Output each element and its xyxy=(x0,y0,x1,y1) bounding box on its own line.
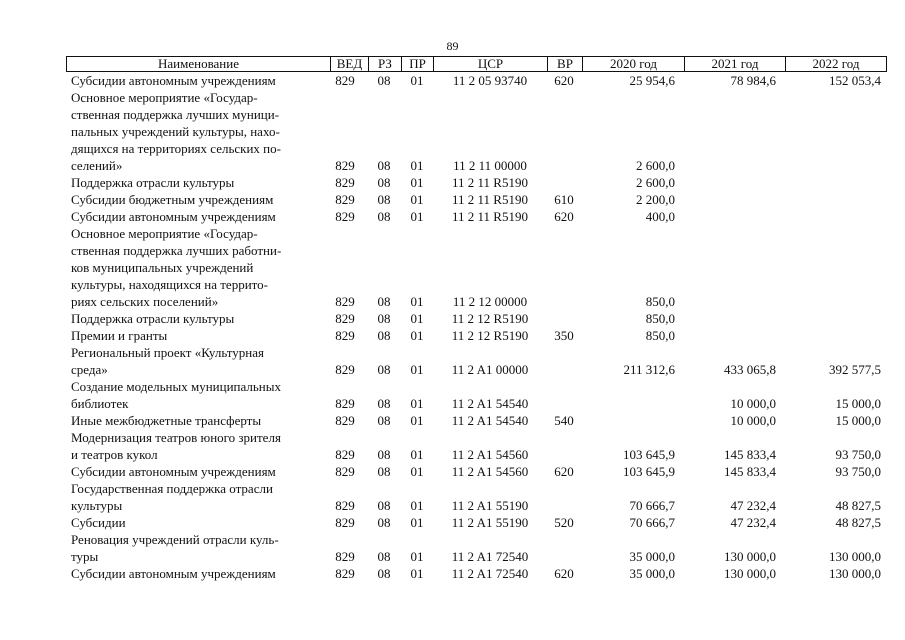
cell-y2021: 47 232,4 xyxy=(730,515,776,530)
row-name xyxy=(71,412,321,429)
row-name xyxy=(71,225,321,310)
cell-vr: 520 xyxy=(554,515,574,530)
cell-pr: 01 xyxy=(410,294,424,309)
row-name xyxy=(71,531,321,565)
cell-pr: 01 xyxy=(410,396,424,411)
cell-ved: 829 xyxy=(335,311,355,326)
row-name xyxy=(71,208,321,225)
row-name-line: ственная поддержка лучших муници- xyxy=(71,107,280,122)
cell-rz: 08 xyxy=(377,413,391,428)
cell-pr: 01 xyxy=(410,158,424,173)
header-vr: ВР xyxy=(547,57,582,71)
table-row xyxy=(0,72,905,89)
cell-csr: 11 2 11 R5190 xyxy=(452,175,528,190)
row-name-line: Субсидии xyxy=(71,515,126,530)
row-name xyxy=(71,174,321,191)
table-row xyxy=(0,378,905,412)
cell-y2021: 130 000,0 xyxy=(724,549,776,564)
cell-ved: 829 xyxy=(335,73,355,88)
cell-rz: 08 xyxy=(377,498,391,513)
cell-y2021: 78 984,6 xyxy=(730,73,776,88)
table-row xyxy=(0,514,905,531)
cell-rz: 08 xyxy=(377,464,391,479)
cell-rz: 08 xyxy=(377,73,391,88)
cell-y2020: 70 666,7 xyxy=(629,515,675,530)
cell-y2021: 47 232,4 xyxy=(730,498,776,513)
cell-y2020: 25 954,6 xyxy=(629,73,675,88)
cell-csr: 11 2 A1 54560 xyxy=(451,447,529,462)
cell-csr: 11 2 12 R5190 xyxy=(451,328,529,343)
cell-y2020: 211 312,6 xyxy=(623,362,675,377)
cell-vr: 620 xyxy=(554,464,574,479)
cell-ved: 829 xyxy=(335,158,355,173)
cell-pr: 01 xyxy=(410,498,424,513)
cell-y2022: 93 750,0 xyxy=(835,447,881,462)
cell-y2021: 10 000,0 xyxy=(730,396,776,411)
table-row xyxy=(0,344,905,378)
header-2022: 2022 год xyxy=(785,57,886,71)
cell-vr: 610 xyxy=(554,192,574,207)
cell-y2021: 433 065,8 xyxy=(724,362,776,377)
cell-rz: 08 xyxy=(377,549,391,564)
table-row xyxy=(0,191,905,208)
header-rz: РЗ xyxy=(368,57,401,71)
table-row xyxy=(0,208,905,225)
row-name-line: Поддержка отрасли культуры xyxy=(71,175,235,190)
cell-y2021: 145 833,4 xyxy=(724,447,776,462)
cell-pr: 01 xyxy=(410,175,424,190)
row-name-line: пальных учреждений культуры, нахо- xyxy=(71,124,280,139)
row-name xyxy=(71,463,321,480)
table-row xyxy=(0,174,905,191)
cell-rz: 08 xyxy=(377,362,391,377)
cell-pr: 01 xyxy=(410,73,424,88)
cell-rz: 08 xyxy=(377,158,391,173)
cell-y2022: 48 827,5 xyxy=(835,498,881,513)
row-name-line: и театров кукол xyxy=(71,447,158,462)
cell-csr: 11 2 12 00000 xyxy=(452,294,528,309)
cell-y2022: 93 750,0 xyxy=(835,464,881,479)
cell-rz: 08 xyxy=(377,447,391,462)
row-name xyxy=(71,72,321,89)
table-row xyxy=(0,565,905,582)
header-csr: ЦСР xyxy=(433,57,547,71)
cell-vr: 620 xyxy=(554,209,574,224)
cell-y2020: 35 000,0 xyxy=(629,566,675,581)
row-name-line: Создание модельных муниципальных xyxy=(71,379,281,394)
cell-y2020: 2 600,0 xyxy=(636,175,675,190)
cell-pr: 01 xyxy=(410,566,424,581)
cell-pr: 01 xyxy=(410,413,424,428)
cell-y2022: 152 053,4 xyxy=(829,73,881,88)
cell-y2022: 392 577,5 xyxy=(829,362,881,377)
cell-csr: 11 2 05 93740 xyxy=(452,73,528,88)
cell-csr: 11 2 A1 54560 xyxy=(451,464,529,479)
header-name: Наименование xyxy=(158,56,239,71)
cell-y2020: 850,0 xyxy=(645,311,675,326)
cell-y2021: 10 000,0 xyxy=(730,413,776,428)
cell-ved: 829 xyxy=(335,328,355,343)
table-row xyxy=(0,480,905,514)
cell-rz: 08 xyxy=(377,515,391,530)
row-name xyxy=(71,480,321,514)
cell-pr: 01 xyxy=(410,447,424,462)
cell-rz: 08 xyxy=(377,294,391,309)
row-name-line: Модернизация театров юного зрителя xyxy=(71,430,281,445)
cell-ved: 829 xyxy=(335,566,355,581)
cell-y2020: 103 645,9 xyxy=(623,447,675,462)
table-row xyxy=(0,429,905,463)
row-name-line: Субсидии автономным учреждениям xyxy=(71,566,276,581)
cell-y2020: 400,0 xyxy=(645,209,675,224)
row-name xyxy=(71,191,321,208)
cell-ved: 829 xyxy=(335,447,355,462)
cell-y2020: 850,0 xyxy=(645,328,675,343)
cell-ved: 829 xyxy=(335,498,355,513)
cell-csr: 11 2 A1 55190 xyxy=(451,515,529,530)
cell-pr: 01 xyxy=(410,192,424,207)
row-name-line: Основное мероприятие «Государ- xyxy=(71,226,258,241)
row-name xyxy=(71,344,321,378)
cell-vr: 350 xyxy=(554,328,574,343)
cell-y2020: 35 000,0 xyxy=(629,549,675,564)
cell-pr: 01 xyxy=(410,515,424,530)
cell-y2020: 70 666,7 xyxy=(629,498,675,513)
cell-csr: 11 2 A1 54540 xyxy=(451,396,529,411)
cell-pr: 01 xyxy=(410,549,424,564)
table-row xyxy=(0,531,905,565)
cell-rz: 08 xyxy=(377,311,391,326)
table-row xyxy=(0,327,905,344)
cell-y2021: 130 000,0 xyxy=(724,566,776,581)
cell-ved: 829 xyxy=(335,549,355,564)
cell-pr: 01 xyxy=(410,464,424,479)
cell-y2022: 130 000,0 xyxy=(829,549,881,564)
row-name xyxy=(71,327,321,344)
cell-vr: 620 xyxy=(554,566,574,581)
row-name-line: ков муниципальных учреждений xyxy=(71,260,254,275)
row-name-line: Региональный проект «Культурная xyxy=(71,345,264,360)
header-2021: 2021 год xyxy=(684,57,785,71)
table-row xyxy=(0,310,905,327)
cell-rz: 08 xyxy=(377,192,391,207)
row-name xyxy=(71,565,321,582)
cell-ved: 829 xyxy=(335,413,355,428)
cell-csr: 11 2 12 R5190 xyxy=(451,311,529,326)
header-pr: ПР xyxy=(401,57,433,71)
cell-rz: 08 xyxy=(377,566,391,581)
cell-pr: 01 xyxy=(410,311,424,326)
row-name-line: Реновация учреждений отрасли куль- xyxy=(71,532,279,547)
row-name-line: Субсидии автономным учреждениям xyxy=(71,464,276,479)
cell-csr: 11 2 A1 72540 xyxy=(451,566,529,581)
cell-pr: 01 xyxy=(410,328,424,343)
row-name-line: Поддержка отрасли культуры xyxy=(71,311,235,326)
row-name-line: культуры xyxy=(71,498,123,513)
row-name-line: среда» xyxy=(71,362,108,377)
cell-pr: 01 xyxy=(410,209,424,224)
table-body xyxy=(0,72,905,582)
cell-ved: 829 xyxy=(335,294,355,309)
cell-y2021: 145 833,4 xyxy=(724,464,776,479)
cell-ved: 829 xyxy=(335,192,355,207)
cell-y2022: 48 827,5 xyxy=(835,515,881,530)
cell-ved: 829 xyxy=(335,362,355,377)
cell-y2020: 103 645,9 xyxy=(623,464,675,479)
cell-y2022: 15 000,0 xyxy=(835,413,881,428)
cell-csr: 11 2 11 00000 xyxy=(453,158,527,173)
table-row xyxy=(0,463,905,480)
row-name-line: Премии и гранты xyxy=(71,328,168,343)
cell-y2020: 2 200,0 xyxy=(636,192,675,207)
row-name-line: дящихся на территориях сельских по- xyxy=(71,141,281,156)
row-name xyxy=(71,89,321,174)
cell-csr: 11 2 11 R5190 xyxy=(452,209,528,224)
table-header xyxy=(66,56,887,72)
row-name-line: Субсидии автономным учреждениям xyxy=(71,73,276,88)
cell-vr: 620 xyxy=(554,73,574,88)
row-name-line: Субсидии автономным учреждениям xyxy=(71,209,276,224)
cell-csr: 11 2 A1 00000 xyxy=(451,362,529,377)
cell-ved: 829 xyxy=(335,464,355,479)
cell-rz: 08 xyxy=(377,209,391,224)
row-name-line: Субсидии бюджетным учреждениям xyxy=(71,192,274,207)
cell-pr: 01 xyxy=(410,362,424,377)
page-number: 89 xyxy=(446,39,459,53)
cell-ved: 829 xyxy=(335,209,355,224)
cell-y2022: 15 000,0 xyxy=(835,396,881,411)
cell-rz: 08 xyxy=(377,396,391,411)
table-row xyxy=(0,89,905,174)
cell-y2020: 850,0 xyxy=(645,294,675,309)
row-name-line: культуры, находящихся на террито- xyxy=(71,277,268,292)
header-ved: ВЕД xyxy=(330,57,368,71)
row-name xyxy=(71,514,321,531)
table-row xyxy=(0,225,905,310)
header-2020: 2020 год xyxy=(582,57,684,71)
cell-y2020: 2 600,0 xyxy=(636,158,675,173)
cell-csr: 11 2 11 R5190 xyxy=(452,192,528,207)
row-name-line: риях сельских поселений» xyxy=(71,294,219,309)
row-name-line: ственная поддержка лучших работни- xyxy=(71,243,282,258)
cell-rz: 08 xyxy=(377,175,391,190)
cell-csr: 11 2 A1 72540 xyxy=(451,549,529,564)
row-name-line: Государственная поддержка отрасли xyxy=(71,481,273,496)
cell-rz: 08 xyxy=(377,328,391,343)
row-name-line: селений» xyxy=(71,158,123,173)
row-name-line: Иные межбюджетные трансферты xyxy=(71,413,262,428)
row-name xyxy=(71,378,321,412)
cell-ved: 829 xyxy=(335,175,355,190)
table-row xyxy=(0,412,905,429)
cell-y2022: 130 000,0 xyxy=(829,566,881,581)
row-name-line: Основное мероприятие «Государ- xyxy=(71,90,258,105)
cell-csr: 11 2 A1 55190 xyxy=(451,498,529,513)
row-name xyxy=(71,310,321,327)
row-name xyxy=(71,429,321,463)
cell-csr: 11 2 A1 54540 xyxy=(451,413,529,428)
row-name-line: библиотек xyxy=(71,396,129,411)
cell-vr: 540 xyxy=(554,413,574,428)
cell-ved: 829 xyxy=(335,515,355,530)
cell-ved: 829 xyxy=(335,396,355,411)
row-name-line: туры xyxy=(71,549,99,564)
